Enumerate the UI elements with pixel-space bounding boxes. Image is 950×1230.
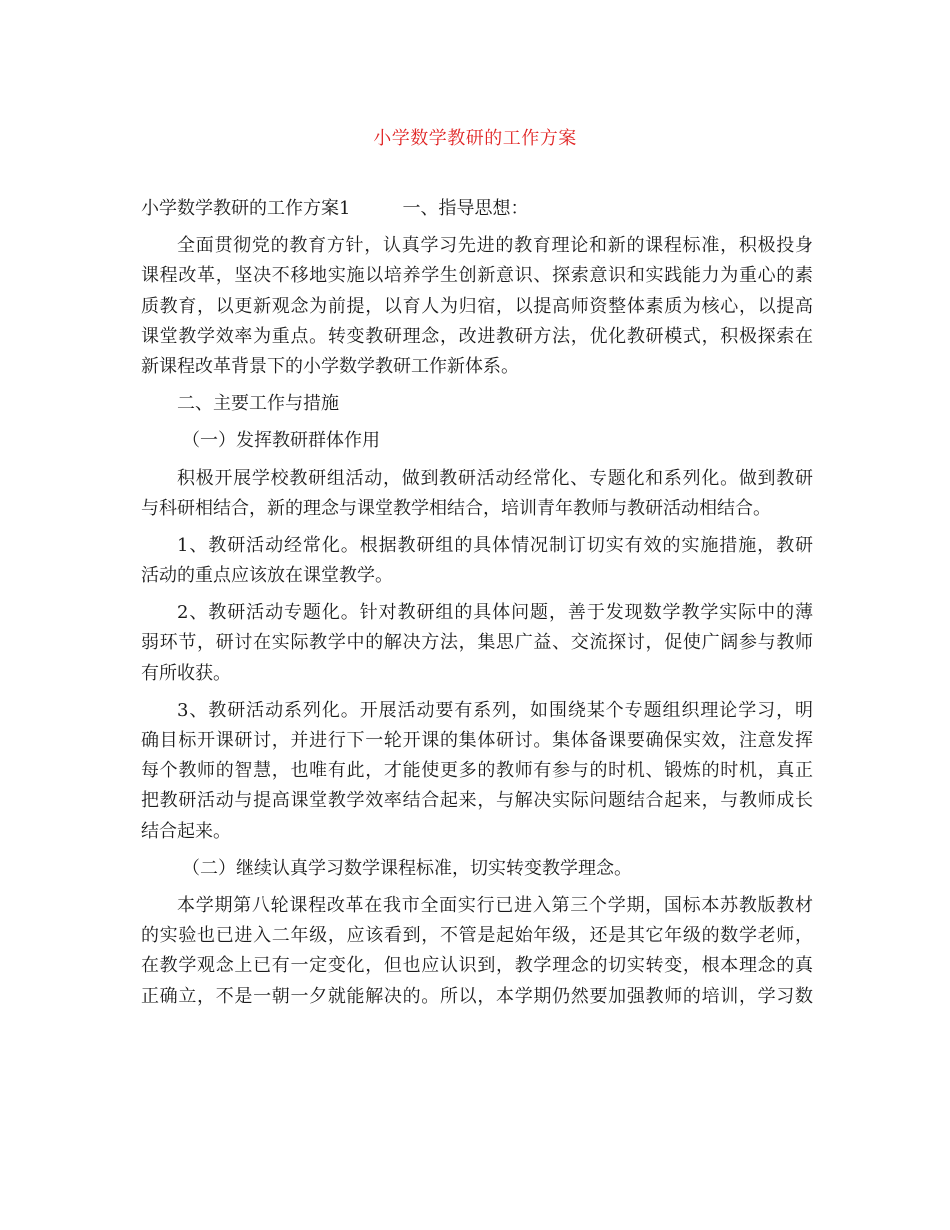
paragraph-group-activities [141, 464, 813, 524]
subheading-curriculum-standard [141, 854, 813, 884]
text-line: 结合起来。 [141, 820, 231, 842]
text-line: 活动的重点应该放在课堂教学。 [141, 565, 393, 587]
section-heading-guiding-ideology: 一、指导思想： [402, 198, 529, 219]
text-line: 1、教研活动经常化。根据教研组的具体情况制订切实有效的实施措施，教研 [177, 534, 813, 556]
text-line: 确目标开课研讨，并进行下一轮开课的集体研讨。集体备课要确保实效，注意发挥 [141, 730, 813, 751]
paragraph-curriculum-reform [141, 891, 813, 1012]
text-line: 新课程改革背景下的小学数学教研工作新体系。 [141, 355, 519, 377]
paragraph-specialization [141, 598, 813, 689]
paragraph-serialization [141, 696, 813, 847]
text-line: 的实验也已进入二年级，应该看到，不管是起始年级，还是其它年级的数学老师， [141, 925, 813, 947]
text-line: 本学期第八轮课程改革在我市全面实行已进入第三个学期，国标本苏教版教材 [177, 894, 813, 916]
text-line: 弱环节，研讨在实际教学中的解决方法，集思广益、交流探讨，促使广阔参与教师 [141, 632, 813, 654]
text-line: 在教学观念上已有一定变化，但也应认识到，教学理念的切实转变，根本理念的真 [141, 955, 813, 977]
plan-heading-line [141, 194, 813, 224]
text-line: 把教研活动与提高课堂教学效率结合起来，与解决实际问题结合起来，与教师成长 [141, 790, 813, 812]
document-title: 小学数学教研的工作方案 [373, 128, 577, 149]
text-line: 全面贯彻党的教育方针，认真学习先进的教育理论和新的课程标准，积极投身 [177, 235, 813, 257]
text-line: 3、教研活动系列化。开展活动要有系列，如围绕某个专题组织理论学习，明 [177, 699, 813, 721]
text-line: 积极开展学校教研组活动，做到教研活动经常化、专题化和系列化。做到教研 [177, 467, 813, 489]
text-line: （一）发挥教研群体作用 [182, 430, 380, 452]
text-line: 2、教研活动专题化。针对教研组的具体问题，善于发现数学教学实际中的薄 [177, 602, 813, 624]
text-line: （二）继续认真学习数学课程标准，切实转变教学理念。 [182, 857, 632, 879]
document-body [141, 194, 813, 1012]
text-line: 有所收获。 [141, 662, 231, 684]
paragraph-regularization [141, 531, 813, 591]
plan-heading: 小学数学教研的工作方案1 [141, 198, 351, 219]
text-line: 二、主要工作与措施 [177, 393, 339, 415]
text-line: 与科研相结合，新的理念与课堂教学相结合，培训青年教师与教研活动相结合。 [141, 497, 771, 519]
subheading-group-role [141, 426, 813, 456]
text-line: 课程改革，坚决不移地实施以培养学生创新意识、探索意识和实践能力为重心的素 [141, 265, 813, 287]
text-line: 每个教师的智慧，也唯有此，才能使更多的教师有参与的时机、锻炼的时机，真正 [141, 760, 813, 782]
text-line: 质教育，以更新观念为前提，以育人为归宿，以提高师资整体素质为核心，以提高 [141, 295, 813, 317]
section-heading-main-work [141, 389, 813, 419]
text-line: 课堂教学效率为重点。转变教研理念，改进教研方法，优化教研模式，积极探索在 [141, 325, 813, 347]
paragraph-guiding-ideology [141, 231, 813, 382]
text-line: 正确立，不是一朝一夕就能解决的。所以，本学期仍然要加强教师的培训，学习数 [141, 985, 813, 1007]
